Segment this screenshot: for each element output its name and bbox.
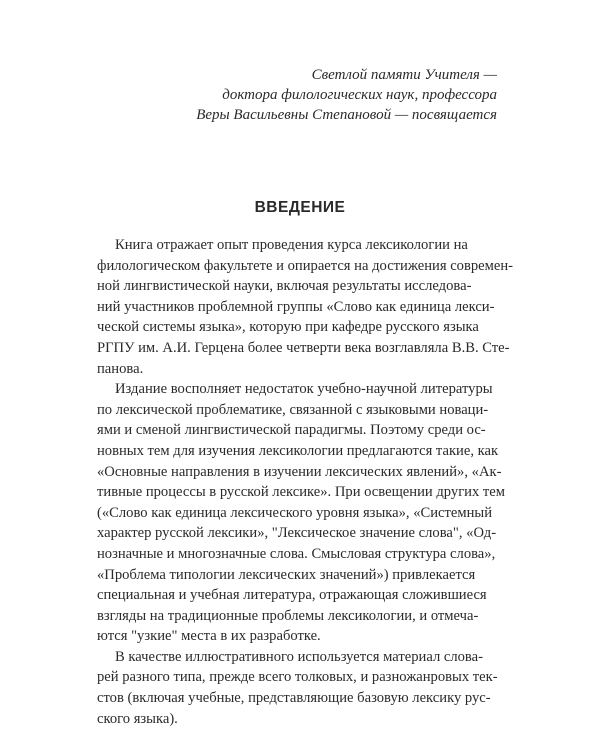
text-line: панова. [97, 360, 144, 377]
text-line: взгляды на традиционные проблемы лексикологии, и отмеча- [97, 607, 479, 624]
text-line: нозначные и многозначные слова. Смысловая структура слова», [97, 545, 496, 562]
text-line: стов (включая учебные, представляющие базовую лексику рус- [97, 690, 491, 707]
dedication-line: Веры Васильевны Степановой — посвящается [196, 107, 497, 123]
section-heading: ВВЕДЕНИЕ [254, 199, 346, 216]
text-line: по лексической проблематике, связанной с языковыми новаци- [97, 401, 489, 418]
text-line: «Проблема типологии лексических значений») привлекается [97, 566, 476, 583]
text-line: ского языка). [97, 710, 178, 727]
text-line: ческой системы языка», которую при кафедре русского языка [97, 319, 479, 336]
text-line: РГПУ им. А.И. Герцена более четверти века возглавляла В.В. Сте- [97, 339, 510, 356]
text-line: новных тем для изучения лексикологии предлагаются такие, как [97, 442, 499, 459]
dedication-line: доктора филологических наук, профессора [222, 87, 497, 103]
text-line: Издание восполняет недостаток учебно-научной литературы [115, 381, 493, 398]
text-line: специальная и учебная литература, отражающая сложившиеся [97, 587, 487, 604]
text-line: рей разного типа, прежде всего толковых, и разножанровых тек- [97, 669, 498, 686]
text-line: филологическом факультете и опирается на достижения современ- [97, 257, 514, 274]
text-line: «Основные направления в изучении лексических явлений», «Ак- [97, 463, 502, 480]
dedication-line: Светлой памяти Учителя — [311, 67, 497, 83]
dedication-epigraph [196, 65, 497, 125]
text-line: ями и сменой лингвистической парадигмы. Поэтому среди ос- [97, 422, 486, 439]
text-line: ются "узкие" места в их разработке. [97, 628, 321, 645]
text-line: В качестве иллюстративного используется материал слова- [115, 648, 483, 665]
text-line: характер русской лексики», "Лексическое значение слова", «Од- [97, 525, 497, 542]
text-line: Книга отражает опыт проведения курса лексикологии на [115, 237, 468, 253]
text-line: тивные процессы в русской лексике». При освещении других тем [97, 484, 506, 501]
body-text [97, 235, 514, 729]
text-line: ной лингвистической науки, включая результаты исследова- [97, 278, 472, 295]
text-line: («Слово как единица лексического уровня языка», «Системный [97, 504, 493, 521]
text-line: ний участников проблемной группы «Слово как единица лекси- [97, 298, 495, 315]
